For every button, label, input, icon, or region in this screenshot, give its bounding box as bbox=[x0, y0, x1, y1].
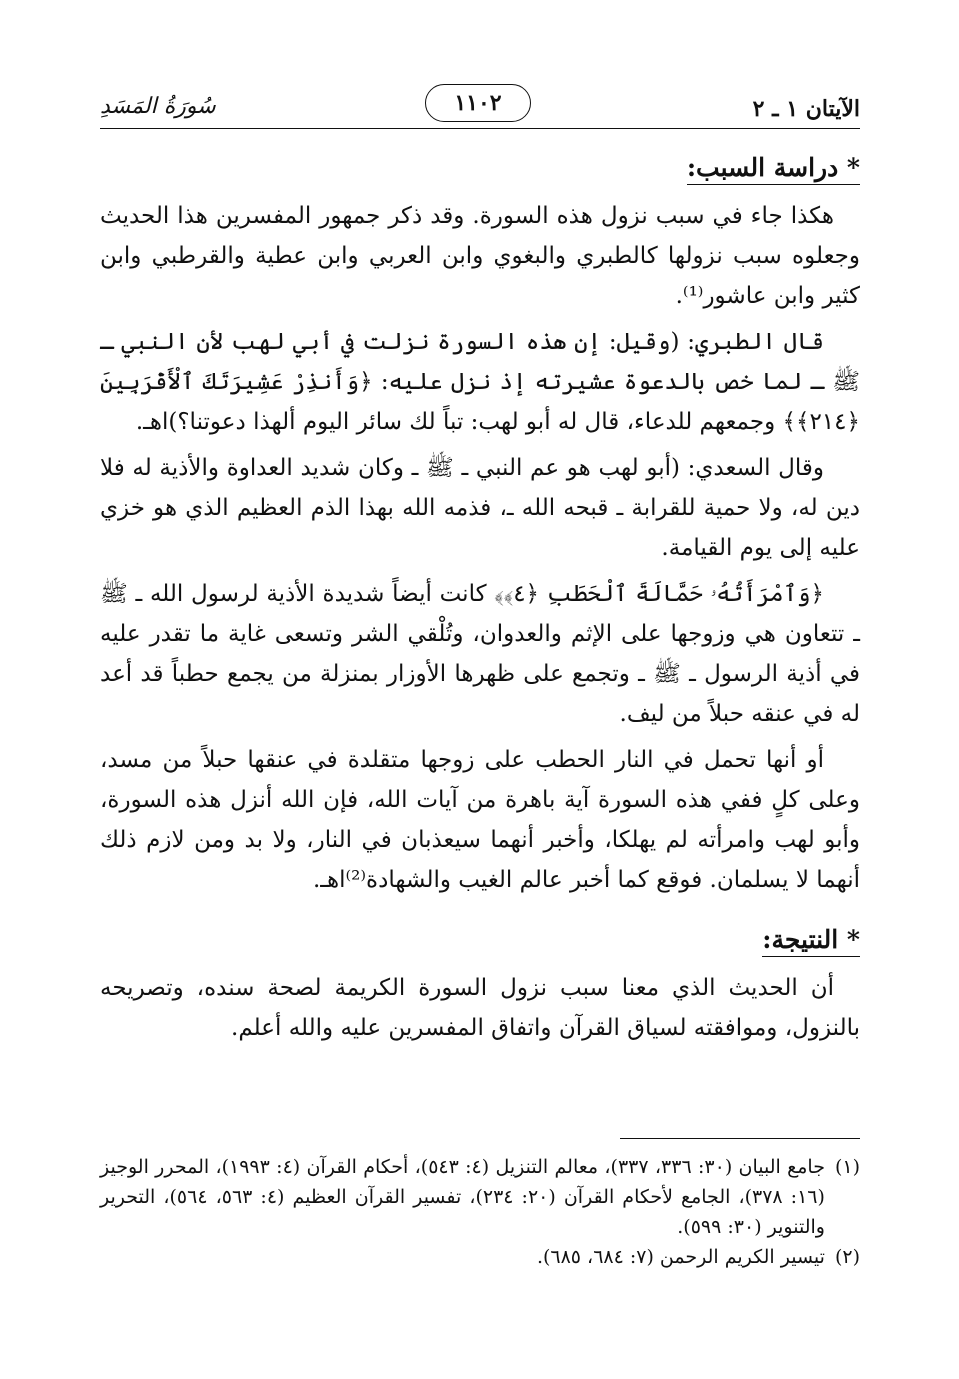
header-verses: الآيتان ١ ـ ٢ bbox=[752, 96, 860, 122]
section-heading-cause: * دراسة السبب: bbox=[100, 148, 860, 188]
header-rule bbox=[100, 128, 860, 129]
section-heading-result: * النتيجة: bbox=[100, 920, 860, 960]
running-header bbox=[100, 84, 860, 128]
footnote-item bbox=[100, 1242, 860, 1272]
page-number: ١١٠٢ bbox=[425, 84, 531, 122]
footnote-number: (١) bbox=[834, 1156, 860, 1178]
footnote-rule bbox=[620, 1138, 860, 1139]
paragraph: قال الطبري: (وقيل: إن هذه السورة نزلت في أبي لهب لأن النبي ـ ﷺ ـ لما خص بالدعوة عشيرته إذ نزل عليه: ﴿وَأَنذِرْ عَشِيرَتَكَ ٱلْأَقْرَبِينَ ﴿٢١٤﴾﴾ وجمعهم للدعاء، قال له أبو لهب: تباً لك سائر اليوم ألهذا دعوتنا؟)اهـ. bbox=[100, 329, 860, 435]
main-text bbox=[100, 148, 860, 1054]
footnotes bbox=[100, 1152, 860, 1272]
footnote-text: جامع البيان (٣٠: ٣٣٦، ٣٣٧)، معالم التنزيل (٤: ٥٤٣)، أحكام القرآن (٤: ١٩٩٣)، المحرر الوجيز (١٦: ٣٧٨)، الجامع لأحكام القرآن (٢٠: ٢٣٤)، تفسير القرآن العظيم (٤: ٥٦٣، ٥٦٤)، التحرير والتنوير (٣٠: ٥٩٩). bbox=[100, 1156, 825, 1238]
footnote-item bbox=[100, 1152, 860, 1242]
paragraph: أو أنها تحمل في النار الحطب على زوجها متقلدة في عنقها حبلاً من مسد، وعلى كلٍ ففي هذه السورة آية باهرة من آيات الله، فإن الله أنزل هذه السورة، وأبو لهب وامرأته لم يهلكا، وأخبر أنهما سيعذبان في النار، ولا بد ومن لازم ذلك أنهما لا يسلمان. فوقع كما أخبر عالم الغيب والشهادة⁽²⁾اهـ. bbox=[100, 747, 860, 893]
paragraph: وقال السعدي: (أبو لهب هو عم النبي ـ ﷺ ـ وكان شديد العداوة والأذية له فلا دين له، ولا حمية للقرابة ـ قبحه الله ـ، فذمه الله بهذا الذم العظيم الذي هو خزي عليه إلى يوم القيامة. bbox=[100, 455, 860, 561]
paragraph: أن الحديث الذي معنا سبب نزول السورة الكريمة لصحة سنده، وتصريحه بالنزول، وموافقته لسياق القرآن واتفاق المفسرين عليه والله أعلم. bbox=[100, 975, 860, 1041]
footnote-text: تيسير الكريم الرحمن (٧: ٦٨٤، ٦٨٥). bbox=[536, 1246, 825, 1268]
header-surah-title: سُورَةُ المَسَدِ bbox=[100, 94, 216, 119]
footnote-number: (٢) bbox=[834, 1246, 860, 1268]
section-spacer bbox=[100, 906, 860, 920]
paragraph: هكذا جاء في سبب نزول هذه السورة. وقد ذكر جمهور المفسرين هذا الحديث وجعلوه سبب نزولها كالطبري والبغوي وابن العربي وابن عطية والقرطبي وابن كثير وابن عاشور⁽¹⁾. bbox=[100, 203, 860, 309]
paragraph: ﴿وَٱمْرَأَتُهُۥ حَمَّالَةَ ٱلْحَطَبِ ﴿٤﴾﴾ كانت أيضاً شديدة الأذية لرسول الله ـ ﷺ ـ تتعاون هي وزوجها على الإثم والعدوان، وتُلْقي الشر وتسعى غاية ما تقدر عليه في أذية الرسول ـ ﷺ ـ وتجمع على ظهرها الأوزار بمنزلة من يجمع حطباً قد أعد له في عنقه حبلاً من ليف. bbox=[100, 581, 860, 727]
